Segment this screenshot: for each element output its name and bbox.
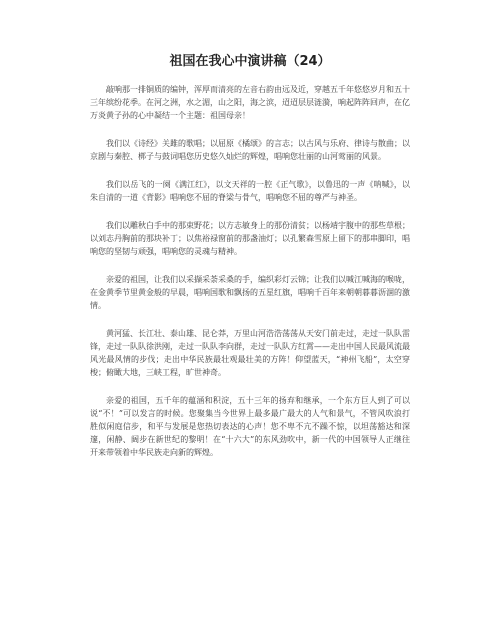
paragraph-5: 亲爱的祖国，让我们以采撷采荼采桑的手，编织彩灯云锦；让我们以喊江喊海的喉咙，在金黄季节里黄金般的早晨，唱响国歌和飘扬的五星红旗，唱响千百年来朝朝暮暮沥涸的激情。 — [90, 275, 410, 310]
paragraph-6: 黄河猛、长江壮、泰山雄、昆仑莽，万里山河浩浩荡荡从天安门前走过，走过一队队雷锋，走过一队队徐洪刚，走过一队队李向群，走过一队队方红霄——走出中国人民最风流最风光最风情的步伐；走出中华民族最壮观最壮美的方阵！仰望蓝天，“神州飞船”，太空穿梭；俯瞰大地，三峡工程，旷世神奇。 — [90, 329, 410, 377]
paragraph-2: 我们以《诗经》关雎的歌唱；以屈原《橘颂》的言志；以古风与乐府、律诗与散曲；以京剧与秦腔、梆子与鼓词唱您历史悠久灿烂的辉煌，唱响您壮丽的山河莺丽的风景。 — [90, 139, 410, 161]
paragraph-1: 敲响那一排铜质的编钟，浑厚而清亮的左音右韵由远及近，穿越五千年悠悠岁月和五十三年缤纷花季。在河之洲，水之湄，山之阳，海之滨，迢迢层层涟漪，响起阵阵回声，在亿万炎黄子孙的心中凝结一个主题：祖国母亲！ — [90, 85, 410, 120]
paragraph-4: 我们以雕秋白手中的那束野花；以方志敏身上的那份清贫；以杨靖宇腹中的那些草根；以刘志丹胸前的那块补丁；以焦裕禄窗前的那盏油灯；以孔繁森雪原上留下的那串脚印，唱响您的坚韧与顽强，唱响您的灵魂与精神。 — [90, 221, 410, 256]
page-title: 祖国在我心中演讲稿（24） — [169, 54, 331, 69]
paragraph-3: 我们以岳飞的一阕《满江红》，以文天祥的一腔《正气歌》，以鲁迅的一声《呐喊》，以朱自清的一道《背影》唱响您不屈的脊梁与骨气，唱响您不屈的尊严与神圣。 — [90, 180, 410, 202]
paragraph-7: 亲爱的祖国，五千年的蕴涵和积淀，五十三年的扬弃和继承，一个东方巨人到了可以说“不！”可以发言的时候。您聚集当今世界上最多最广最大的人气和景气，不管风吹浪打胜似闲庭信步，和平与发展是您热切表达的心声！您不卑不亢不躁不惊，以坦荡豁达和深邃，闲静、阔步在新世纪的黎明！在“十六大”的东风劲吹中，新一代的中国领导人正继往开来带领着中华民族走向新的辉煌。 — [90, 396, 410, 457]
